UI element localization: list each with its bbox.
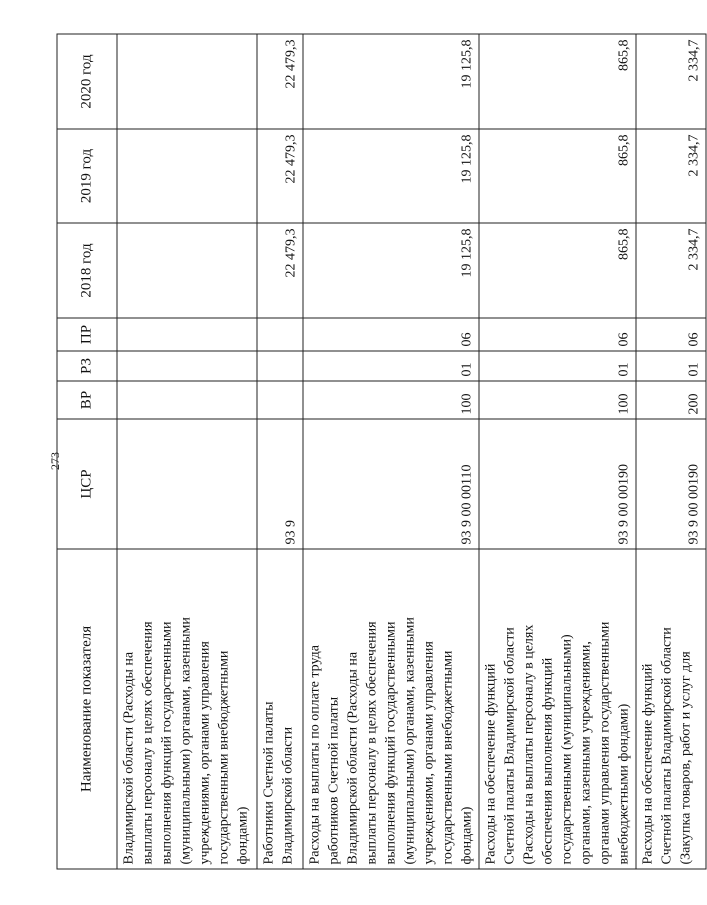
y2020-cell: 2 334,7 — [636, 34, 706, 129]
y2019-cell: 19 125,8 — [303, 129, 479, 223]
indicator-name-line: органами, казенными учреждениями, — [578, 641, 594, 865]
indicator-name-line: обеспечения выполнения функций — [540, 657, 556, 865]
indicator-name-line: выполнения функций государственными — [383, 621, 399, 865]
indicator-name-line: учреждениями, органами управления — [421, 641, 437, 865]
y2019-cell: 2 334,7 — [636, 129, 706, 223]
indicator-name-line: государственными внебюджетными — [440, 650, 456, 865]
indicator-name-line: (муниципальными) органами, казенными — [402, 617, 418, 865]
header-2019: 2019 год — [57, 129, 117, 223]
rotated-table-container — [57, 35, 702, 870]
table-body — [117, 34, 706, 869]
table-row — [636, 34, 706, 869]
indicator-name-line: Расходы на обеспечение функций — [640, 663, 656, 865]
header-2020: 2020 год — [57, 34, 117, 129]
y2018-cell: 22 479,3 — [257, 223, 303, 318]
page-number: 273 — [48, 452, 62, 470]
indicator-name-line: Счетной палаты Владимирской области — [659, 627, 675, 865]
csr-cell: 93 9 00 00190 — [479, 419, 636, 549]
indicator-name-line: фондами) — [235, 806, 251, 865]
rz-cell: 01 — [636, 351, 706, 381]
y2020-cell: 22 479,3 — [257, 34, 303, 129]
y2019-cell — [117, 129, 257, 223]
indicator-name-cell — [636, 549, 706, 869]
indicator-name-line: фондами) — [459, 806, 475, 865]
indicator-name-line: (муниципальными) органами, казенными — [178, 617, 194, 865]
indicator-name-line: учреждениями, органами управления — [197, 641, 213, 865]
indicator-name-line: органами управления государственными — [597, 621, 613, 865]
y2019-cell: 22 479,3 — [257, 129, 303, 223]
indicator-name-cell — [117, 549, 257, 869]
y2018-cell — [117, 223, 257, 318]
table-row — [303, 34, 479, 869]
indicator-name-line: Владимирской области (Расходы на — [345, 651, 361, 865]
rz-cell — [257, 351, 303, 381]
header-name: Наименование показателя — [57, 549, 117, 869]
indicator-name-cell — [479, 549, 636, 869]
header-pr: ПР — [57, 318, 117, 351]
indicator-name-line: Расходы на обеспечение функций — [483, 663, 499, 865]
y2019-cell: 865,8 — [479, 129, 636, 223]
csr-cell: 93 9 00 00110 — [303, 419, 479, 549]
table-header-row — [57, 34, 117, 869]
indicator-name-line: работников Счетной палаты — [326, 696, 342, 865]
vr-cell — [117, 381, 257, 419]
indicator-name-line: (Закупка товаров, работ и услуг для — [678, 651, 694, 865]
header-rz: РЗ — [57, 351, 117, 381]
y2018-cell: 19 125,8 — [303, 223, 479, 318]
indicator-name-line: Счетной палаты Владимирской области — [502, 627, 518, 865]
table-row — [257, 34, 303, 869]
indicator-name-cell — [257, 549, 303, 869]
rz-cell: 01 — [303, 351, 479, 381]
pr-cell — [257, 318, 303, 351]
csr-cell — [117, 419, 257, 549]
vr-cell: 100 — [479, 381, 636, 419]
indicator-name-cell — [303, 549, 479, 869]
indicator-name-line: выплаты персоналу в целях обеспечения — [140, 621, 156, 865]
y2020-cell: 19 125,8 — [303, 34, 479, 129]
table-row — [117, 34, 257, 869]
csr-cell: 93 9 — [257, 419, 303, 549]
indicator-name-line: внебюджетными фондами) — [616, 703, 632, 865]
indicator-name-line: Расходы на выплаты по оплате труда — [307, 645, 323, 865]
y2020-cell — [117, 34, 257, 129]
vr-cell: 200 — [636, 381, 706, 419]
rz-cell: 01 — [479, 351, 636, 381]
y2018-cell: 865,8 — [479, 223, 636, 318]
indicator-name-line: выполнения функций государственными — [159, 621, 175, 865]
indicator-name-line: государственными внебюджетными — [216, 650, 232, 865]
pr-cell: 06 — [303, 318, 479, 351]
vr-cell — [257, 381, 303, 419]
indicator-name-line: Работники Счетной палаты — [261, 701, 277, 865]
budget-table — [57, 34, 707, 870]
indicator-name-line: Владимирской области (Расходы на — [121, 651, 137, 865]
indicator-name-line: Владимирской области — [280, 726, 296, 865]
indicator-name-line: (Расходы на выплаты персоналу в целях — [521, 624, 537, 865]
header-2018: 2018 год — [57, 223, 117, 318]
table-row — [479, 34, 636, 869]
y2018-cell: 2 334,7 — [636, 223, 706, 318]
rz-cell — [117, 351, 257, 381]
vr-cell: 100 — [303, 381, 479, 419]
y2020-cell: 865,8 — [479, 34, 636, 129]
pr-cell: 06 — [636, 318, 706, 351]
header-csr: ЦСР — [57, 419, 117, 549]
indicator-name-line: государственными (муниципальными) — [559, 634, 575, 865]
indicator-name-line: выплаты персоналу в целях обеспечения — [364, 621, 380, 865]
pr-cell: 06 — [479, 318, 636, 351]
pr-cell — [117, 318, 257, 351]
csr-cell: 93 9 00 00190 — [636, 419, 706, 549]
header-vr: ВР — [57, 381, 117, 419]
